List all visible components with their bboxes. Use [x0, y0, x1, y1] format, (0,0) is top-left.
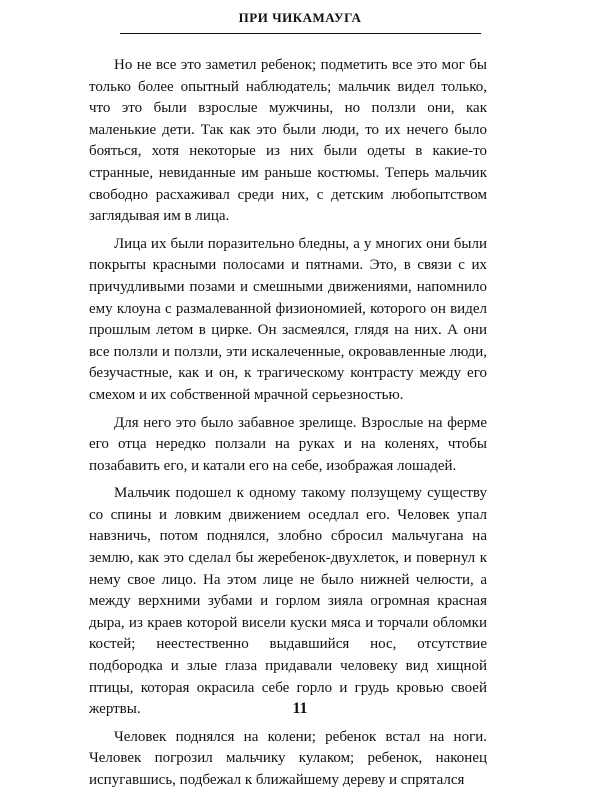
paragraph: Мальчик подошел к одному такому ползущему существу со спины и ловким движением оседлал его. Человек упал навзничь, потом поднялся, злобно сбросил мальчугана на землю, как это сделал бы жеребенок-двухлеток, и повернул к нему свое лицо. На этом лице не было нижней челюсти, а между верхними зубами и горлом зияла огромная красная дыра, из краев которой висели куски мяса и торчали обломки костей; неестественно выдавшийся нос, отсутствие подбородка и злые глаза придавали человеку вид хищной птицы, которая окрасила себе горло и грудь кровью своей жертвы. [89, 485, 487, 718]
paragraph: Лица их были поразительно бледны, а у многих они были покрыты красными полосами и пятнами. Это, в связи с их причудливыми позами и смешными движениями, напомнило ему клоуна с размалеванной физиономией, которого он видел прошлым летом в цирке. Он засмеялся, глядя на них. А они все ползли и ползли, эти искалеченные, окровавленные люди, безучастные, как и он, к трагическому контрасту между его смехом и их собственной мрачной серьезностью. [89, 235, 487, 403]
header-rule [120, 33, 481, 34]
running-head: ПРИ ЧИКАМАУГА [238, 10, 362, 25]
paragraph: Для него это было забавное зрелище. Взрослые на ферме его отца нередко ползали на руках и на коленях, чтобы позабавить его, и катали его на себе, изображая лошадей. [89, 414, 487, 474]
body-text [89, 55, 487, 798]
paragraph: Человек поднялся на колени; ребенок встал на ноги. Человек погрозил мальчику кулаком; ребенок, наконец испугавшись, подбежал к ближайшему дереву и спрятался [89, 728, 487, 788]
page-number: 11 [292, 700, 308, 717]
paragraph: Но не все это заметил ребенок; подметить все это мог бы только более опытный наблюдатель; мальчик видел только, что это были взрослые мужчины, но ползли они, как маленькие дети. Так как это были люди, то их нечего было бояться, хотя некоторые из них были одеты в какие-то странные, невиданные им раньше костюмы. Теперь мальчик свободно расхаживал среди них, с детским любопытством заглядывая им в лица. [89, 57, 487, 225]
